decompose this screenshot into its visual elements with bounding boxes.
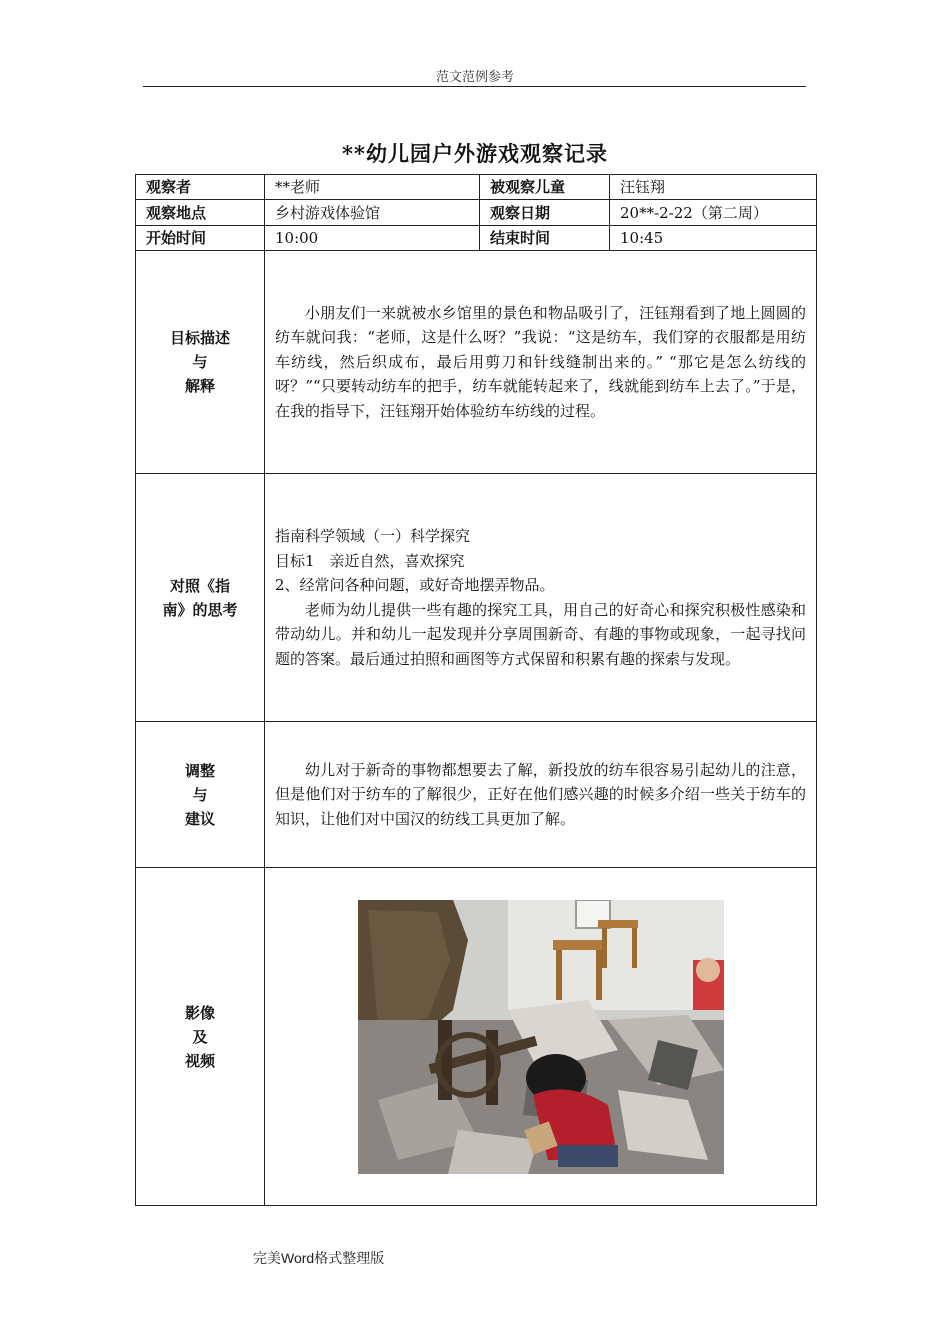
goal-row: [136, 251, 817, 474]
adjust-section-label: 调整 与 建议: [136, 722, 265, 868]
adjust-row: [136, 722, 817, 868]
guide-reflection: 指南科学领域（一）科学探究 目标1 亲近自然，喜欢探究 2、经常问各种问题，或好奇地摆弄物品。 老师为幼儿提供一些有趣的探究工具，用自己的好奇心和探究积极性感染和带动幼儿。并和幼儿一起发现并分享周围新奇、有趣的事物或现象，一起寻找问题的答案。最后通过拍照和画图等方式保留和积累有趣的探索与发现。: [265, 474, 817, 722]
guide-section-label: 对照《指 南》的思考: [136, 474, 265, 722]
page-header: 范文范例参考: [435, 70, 514, 85]
page-footer: 完美Word格式整理版: [253, 1250, 385, 1266]
observer-label: 观察者: [136, 175, 265, 200]
guide-row: [136, 474, 817, 722]
goal-description: 小朋友们一来就被水乡馆里的景色和物品吸引了，汪钰翔看到了地上圆圆的纺车就问我：“老师，这是什么呀？”我说：“这是纺车，我们穿的衣服都是用纺车纺线，然后织成布，最后用剪刀和针线缝制出来的。” “那它是怎么纺线的呀？”“只要转动纺车的把手，纺车就能转起来了，线就能到纺车上去了。”于是，在我的指导下，汪钰翔开始体验纺车纺线的过程。: [265, 251, 817, 474]
media-section-label: 影像 及 视频: [136, 868, 265, 1206]
child-label: 被观察儿童: [480, 175, 610, 200]
observation-photo: [358, 900, 724, 1174]
photo-illustration: [358, 900, 724, 1174]
table-row: [136, 226, 817, 251]
start-time-label: 开始时间: [136, 226, 265, 251]
date-value: 20**-2-22（第二周）: [610, 200, 817, 226]
end-time-value: 10:45: [610, 226, 817, 251]
end-time-label: 结束时间: [480, 226, 610, 251]
observer-value: **老师: [265, 175, 480, 200]
media-cell: [265, 868, 817, 1206]
document-title: **幼儿园户外游戏观察记录: [342, 141, 608, 166]
observation-table: [135, 174, 817, 1206]
location-label: 观察地点: [136, 200, 265, 226]
goal-section-label: 目标描述 与 解释: [136, 251, 265, 474]
media-row: [136, 868, 817, 1206]
table-row: [136, 175, 817, 200]
adjust-suggestion: 幼儿对于新奇的事物都想要去了解，新投放的纺车很容易引起幼儿的注意，但是他们对于纺车的了解很少，正好在他们感兴趣的时候多介绍一些关于纺车的知识，让他们对中国汉的纺线工具更加了解。: [265, 722, 817, 868]
location-value: 乡村游戏体验馆: [265, 200, 480, 226]
child-value: 汪钰翔: [610, 175, 817, 200]
table-row: [136, 200, 817, 226]
date-label: 观察日期: [480, 200, 610, 226]
header-rule: [143, 86, 806, 87]
start-time-value: 10:00: [265, 226, 480, 251]
